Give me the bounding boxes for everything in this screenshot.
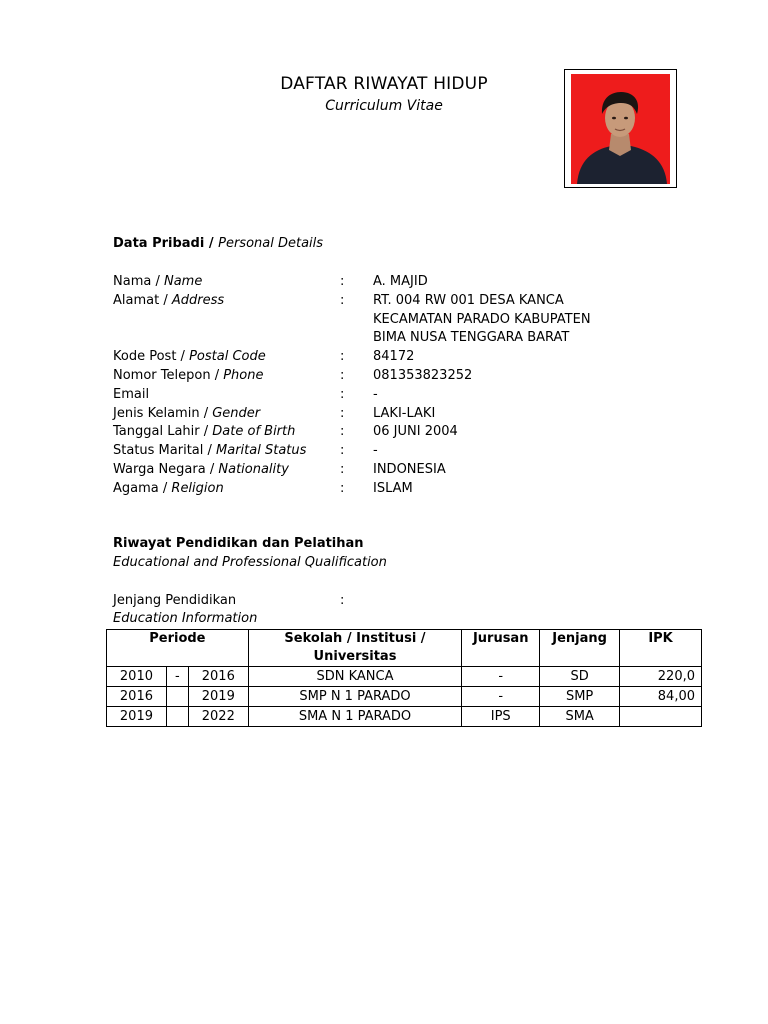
education-info-label: Education Information: [113, 611, 258, 626]
education-table: [106, 629, 702, 727]
cell-gpa: [620, 707, 702, 727]
field-value: 84172: [373, 349, 415, 365]
field-label-en: Nationality: [218, 462, 289, 477]
table-row: [107, 707, 702, 727]
colon: :: [340, 386, 345, 402]
header-school: Sekolah / Institusi / Universitas: [248, 630, 462, 667]
field-label: Kode Post / Postal Code: [113, 349, 266, 365]
field-label: Tanggal Lahir / Date of Birth: [113, 424, 296, 440]
field-label-id: Nomor Telepon: [113, 368, 211, 383]
colon: :: [340, 443, 345, 459]
cell-level: SMP: [540, 687, 620, 707]
field-label-id: Agama: [113, 480, 159, 496]
cell-sep: [166, 687, 188, 707]
field-label-id: Email: [113, 386, 150, 402]
header-level: Jenjang: [540, 630, 620, 667]
cell-school: SMA N 1 PARADO: [248, 707, 462, 727]
cell-sep: -: [166, 667, 188, 687]
table-header-row: [107, 630, 702, 667]
personal-title: Data Pribadi: [113, 236, 205, 251]
header-gpa: IPK: [620, 630, 702, 667]
page-subtitle: Curriculum Vitae: [325, 98, 443, 114]
field-label-en: Address: [171, 292, 225, 308]
field-label-id: Nama: [113, 274, 152, 289]
cell-level: SD: [540, 667, 620, 687]
field-label: Nama / Name: [113, 274, 203, 289]
header-periode: Periode: [107, 630, 249, 667]
cell-to: 2022: [188, 707, 248, 727]
education-level-label: Jenjang Pendidikan: [113, 593, 237, 608]
field-value: BIMA NUSA TENGGARA BARAT: [373, 330, 570, 346]
cell-to: 2016: [188, 667, 248, 687]
field-label: Status Marital / Marital Status: [113, 443, 307, 459]
colon: :: [340, 462, 345, 477]
cell-sep: [166, 707, 188, 727]
field-label: Agama / Religion: [113, 480, 224, 496]
field-label-en: Phone: [223, 368, 264, 383]
field-label-en: Postal Code: [189, 349, 266, 365]
header-major: Jurusan: [462, 630, 540, 667]
colon: :: [340, 424, 345, 440]
field-value: KECAMATAN PARADO KABUPATEN: [373, 311, 591, 327]
cell-from: 2016: [107, 687, 167, 707]
colon: :: [340, 349, 345, 365]
education-table-body: [107, 667, 702, 727]
cell-major: -: [462, 687, 540, 707]
field-label-id: Tanggal Lahir: [113, 424, 200, 440]
field-label-id: Warga Negara: [113, 462, 206, 477]
field-label: Warga Negara / Nationality: [113, 462, 289, 477]
field-value: ISLAM: [373, 480, 413, 496]
field-value: -: [373, 443, 378, 459]
field-label-id: Kode Post: [113, 349, 177, 365]
education-heading: Riwayat Pendidikan dan Pelatihan: [113, 536, 364, 551]
cell-school: SDN KANCA: [248, 667, 462, 687]
field-value: 06 JUNI 2004: [373, 424, 458, 440]
table-row: [107, 687, 702, 707]
field-value: LAKI-LAKI: [373, 405, 436, 421]
cell-level: SMA: [540, 707, 620, 727]
cell-gpa: 220,0: [620, 667, 702, 687]
field-value: 081353823252: [373, 368, 473, 383]
personal-title-en: Personal Details: [218, 236, 324, 251]
cell-major: IPS: [462, 707, 540, 727]
photo-frame: [564, 69, 677, 188]
field-label-en: Gender: [212, 405, 261, 421]
person-photo-icon: [571, 74, 670, 184]
field-value: RT. 004 RW 001 DESA KANCA: [373, 292, 564, 308]
cell-school: SMP N 1 PARADO: [248, 687, 462, 707]
person-photo: [571, 74, 670, 184]
field-label: Alamat / Address: [113, 292, 225, 308]
table-row: [107, 667, 702, 687]
colon: :: [340, 368, 345, 383]
field-value: -: [373, 386, 378, 402]
field-label-id: Status Marital: [113, 443, 204, 459]
education-subheading: Educational and Professional Qualification: [113, 555, 387, 570]
field-label: Jenis Kelamin / Gender: [113, 405, 261, 421]
page-title: DAFTAR RIWAYAT HIDUP: [280, 74, 488, 94]
cell-gpa: 84,00: [620, 687, 702, 707]
field-label-en: Date of Birth: [212, 424, 296, 440]
field-label-id: Alamat: [113, 292, 160, 308]
field-value: A. MAJID: [373, 274, 428, 289]
field-label-en: Religion: [171, 480, 224, 496]
colon: :: [340, 274, 345, 289]
field-label: [113, 385, 149, 404]
colon: :: [340, 292, 345, 308]
cell-major: -: [462, 667, 540, 687]
colon: :: [340, 405, 345, 421]
field-label-en: Name: [163, 274, 203, 289]
cell-from: 2019: [107, 707, 167, 727]
colon: :: [340, 593, 345, 608]
personal-details-heading: Data Pribadi / Personal Details: [113, 236, 324, 251]
cell-from: 2010: [107, 667, 167, 687]
cell-to: 2019: [188, 687, 248, 707]
field-value: INDONESIA: [373, 462, 446, 477]
field-label-en: Marital Status: [216, 443, 307, 459]
colon: :: [340, 480, 345, 496]
field-label-id: Jenis Kelamin: [113, 405, 200, 421]
field-label: Nomor Telepon / Phone: [113, 368, 264, 383]
